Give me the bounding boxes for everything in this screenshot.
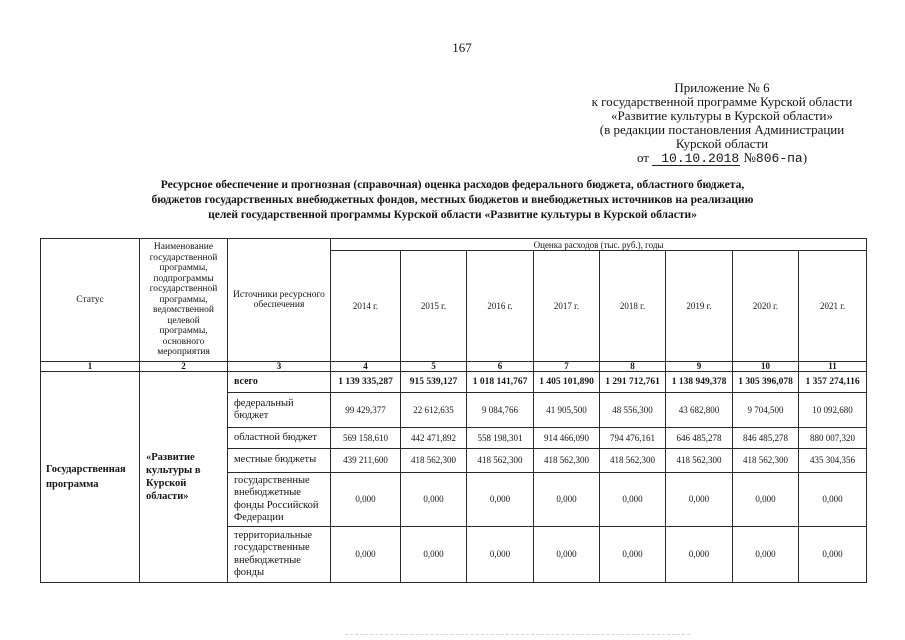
header-year: 2017 г. (534, 251, 600, 362)
column-number: 4 (331, 362, 401, 372)
source-cell: государственные внебюджетные фонды Российской Федерации (228, 473, 331, 527)
value-cell: 1 138 949,378 (666, 372, 733, 393)
value-cell: 43 682,800 (666, 393, 733, 428)
value-cell: 0,000 (733, 473, 799, 527)
value-cell: 439 211,600 (331, 449, 401, 473)
appendix-line: Курской области (675, 136, 769, 151)
value-cell: 0,000 (799, 527, 867, 583)
source-cell: территориальные государственные внебюджетные фонды (228, 527, 331, 583)
value-cell: 0,000 (534, 527, 600, 583)
value-cell: 1 291 712,761 (600, 372, 666, 393)
value-cell: 646 485,278 (666, 428, 733, 449)
value-cell: 22 612,635 (401, 393, 467, 428)
status-cell: Государственная программа (41, 372, 140, 583)
column-number: 5 (401, 362, 467, 372)
scan-noise (345, 634, 690, 635)
column-number: 1 (41, 362, 140, 372)
header-year: 2018 г. (600, 251, 666, 362)
value-cell: 1 018 141,767 (467, 372, 534, 393)
value-cell: 558 198,301 (467, 428, 534, 449)
title-line: целей государственной программы Курской области «Развитие культуры в Курской области» (208, 209, 697, 221)
value-cell: 846 485,278 (733, 428, 799, 449)
appendix-date-line (582, 151, 862, 166)
appendix-block (582, 81, 862, 166)
value-cell: 0,000 (534, 473, 600, 527)
header-year: 2019 г. (666, 251, 733, 362)
value-cell: 1 139 335,287 (331, 372, 401, 393)
document-title (0, 178, 905, 223)
header-year: 2016 г. (467, 251, 534, 362)
column-number: 8 (600, 362, 666, 372)
program-name-cell: «Развитие культуры в Курской области» (140, 372, 228, 583)
column-number: 7 (534, 362, 600, 372)
appendix-line: к государственной программе Курской области (591, 94, 853, 109)
value-cell: 418 562,300 (733, 449, 799, 473)
appendix-line: Приложение № 6 (674, 80, 770, 95)
source-cell: всего (228, 372, 331, 393)
column-number: 10 (733, 362, 799, 372)
value-cell: 41 905,500 (534, 393, 600, 428)
page-number: 167 (452, 40, 472, 55)
number-sign: № (743, 150, 756, 165)
source-cell: местные бюджеты (228, 449, 331, 473)
header-row (41, 239, 867, 251)
value-cell: 0,000 (331, 473, 401, 527)
resource-table (40, 238, 867, 583)
table-row-total (41, 372, 867, 393)
column-number-row (41, 362, 867, 372)
value-cell: 418 562,300 (534, 449, 600, 473)
value-cell: 418 562,300 (467, 449, 534, 473)
resolution-number: 806-па (755, 151, 803, 166)
value-cell: 794 476,161 (600, 428, 666, 449)
value-cell: 0,000 (467, 527, 534, 583)
header-status: Статус (41, 239, 140, 362)
value-cell: 915 539,127 (401, 372, 467, 393)
header-year: 2014 г. (331, 251, 401, 362)
header-estimate: Оценка расходов (тыс. руб.), годы (331, 239, 867, 251)
appendix-line: (в редакции постановления Администрации (599, 122, 845, 137)
header-year: 2015 г. (401, 251, 467, 362)
value-cell: 418 562,300 (600, 449, 666, 473)
value-cell: 9 704,500 (733, 393, 799, 428)
resolution-date: 10.10.2018 (652, 152, 740, 166)
value-cell: 10 092,680 (799, 393, 867, 428)
value-cell: 418 562,300 (666, 449, 733, 473)
value-cell: 0,000 (799, 473, 867, 527)
value-cell: 1 305 396,078 (733, 372, 799, 393)
value-cell: 9 084,766 (467, 393, 534, 428)
column-number: 6 (467, 362, 534, 372)
header-sources: Источники ресурсного обеспечения (228, 239, 331, 362)
value-cell: 442 471,892 (401, 428, 467, 449)
value-cell: 435 304,356 (799, 449, 867, 473)
value-cell: 569 158,610 (331, 428, 401, 449)
value-cell: 0,000 (666, 473, 733, 527)
appendix-line: «Развитие культуры в Курской области» (610, 108, 834, 123)
value-cell: 0,000 (600, 473, 666, 527)
value-cell: 0,000 (331, 527, 401, 583)
column-number: 9 (666, 362, 733, 372)
value-cell: 418 562,300 (401, 449, 467, 473)
title-line: бюджетов государственных внебюджетных фондов, местных бюджетов и внебюджетных источников на реализацию (151, 194, 754, 206)
title-line: Ресурсное обеспечение и прогнозная (справочная) оценка расходов федерального бюджета, областного бюджета, (160, 179, 745, 191)
header-name-text: Наименование государственной программы, подпрограммы государственной программы, ведомственной целевой программы, основного мероприятия (149, 242, 218, 358)
value-cell: 48 556,300 (600, 393, 666, 428)
value-cell: 0,000 (401, 527, 467, 583)
header-year: 2020 г. (733, 251, 799, 362)
value-cell: 0,000 (600, 527, 666, 583)
value-cell: 1 357 274,116 (799, 372, 867, 393)
column-number: 2 (140, 362, 228, 372)
value-cell: 880 007,320 (799, 428, 867, 449)
value-cell: 0,000 (733, 527, 799, 583)
value-cell: 914 466,090 (534, 428, 600, 449)
date-prefix: от (636, 150, 649, 165)
column-number: 11 (799, 362, 867, 372)
column-number: 3 (228, 362, 331, 372)
header-year: 2021 г. (799, 251, 867, 362)
value-cell: 99 429,377 (331, 393, 401, 428)
value-cell: 0,000 (666, 527, 733, 583)
source-cell: федеральный бюджет (228, 393, 331, 428)
value-cell: 0,000 (401, 473, 467, 527)
value-cell: 1 405 101,890 (534, 372, 600, 393)
source-cell: областной бюджет (228, 428, 331, 449)
header-name (140, 239, 228, 362)
appendix-suffix: ) (802, 150, 808, 165)
value-cell: 0,000 (467, 473, 534, 527)
